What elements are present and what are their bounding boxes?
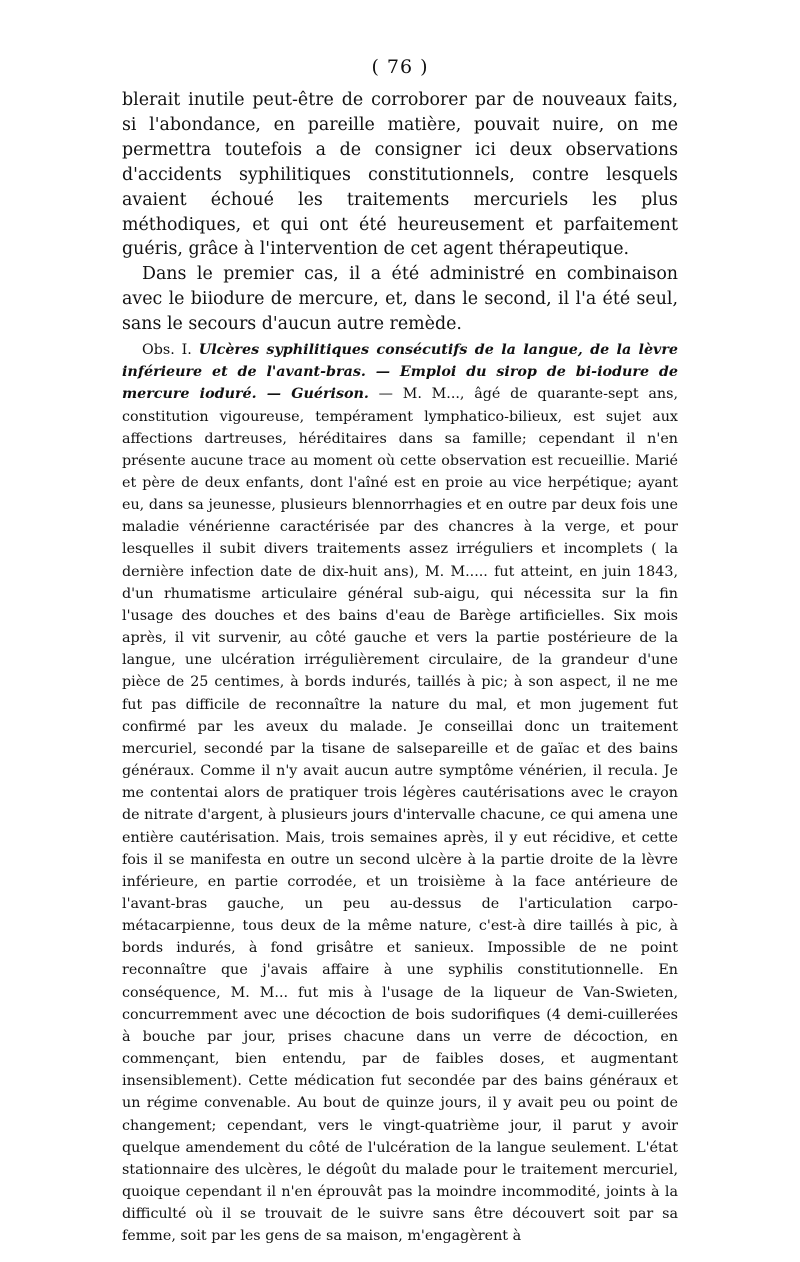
observation-title: Ulcères syphilitiques consécutifs de la langue, de la lèvre inférieure et de l'avant-bras. — Emploi du sirop de bi-iodure de mercure ioduré. — Guérison. <box>122 342 678 403</box>
intro-section <box>122 88 678 337</box>
observation-label: Obs. I. <box>142 342 192 359</box>
observation-paragraph <box>122 339 678 1247</box>
observation-section <box>122 339 678 1247</box>
body-text <box>122 88 678 1247</box>
observation-body: — M. M..., âgé de quarante-sept ans, constitution vigoureuse, tempérament lymphatico-bilieux, est sujet aux affections dartreuses, héréditaires dans sa famille; cependant il n'en présente aucune trace au moment où cette observation est recueillie. Marié et père de deux enfants, dont l'aîné est en proie au vice herpétique; ayant eu, dans sa jeunesse, plusieurs blennorrhagies et en outre par deux fois une maladie vénérienne caractérisée par des chancres à la verge, et pour lesquelles il subit divers traitements assez irréguliers et incomplets ( la dernière infection date de dix-huit ans), M. M..... fut atteint, en juin 1843, d'un rhumatisme articulaire général sub-aigu, qui nécessita sur la fin l'usage des douches et des bains d'eau de Barège artificielles. Six mois après, il vit survenir, au côté gauche et vers la partie postérieure de la langue, une ulcération irrégulièrement circulaire, de la grandeur d'une pièce de 25 centimes, à bords indurés, taillés à pic; à son aspect, il ne me fut pas difficile de reconnaître la nature du mal, et mon jugement fut confirmé par les aveux du malade. Je conseillai donc un traitement mercuriel, secondé par la tisane de salsepareille et de gaïac et des bains généraux. Comme il n'y avait aucun autre symptôme vénérien, il recula. Je me contentai alors de pratiquer trois légères cautérisations avec le crayon de nitrate d'argent, à plusieurs jours d'intervalle chacune, ce qui amena une entière cautérisation. Mais, trois semaines après, il y eut récidive, et cette fois il se manifesta en outre un second ulcère à la partie droite de la lèvre inférieure, en partie corrodée, et un troisième à la face antérieure de l'avant-bras gauche, un peu au-dessus de l'articulation carpo-métacarpienne, tous deux de la même nature, c'est-à dire taillés à pic, à bords indurés, à fond grisâtre et sanieux. Impossible de ne point reconnaître que j'avais affaire à une syphilis constitutionnelle. En conséquence, M. M... fut mis à l'usage de la liqueur de Van-Swieten, concurremment avec une décoction de bois sudorifiques (4 demi-cuillerées à bouche par jour, prises chacune dans un verre de décoction, en commençant, bien entendu, par de faibles doses, et augmentant insensiblement). Cette médication fut secondée par des bains généraux et un régime convenable. Au bout de quinze jours, il y avait peu ou point de changement; cependant, vers le vingt-quatrième jour, il parut y avoir quelque amendement du côté de l'ulcération de la langue seulement. L'état stationnaire des ulcères, le dégoût du malade pour le traitement mercuriel, quoique cependant il n'en éprouvât pas la moindre incommodité, joints à la difficulté où il se trouvait de le suivre sans être découvert soit par sa femme, soit par les gens de sa maison, m'engagèrent à <box>122 386 678 1245</box>
paragraph-continuation: blerait inutile peut-être de corroborer par de nouveaux faits, si l'abondance, en pareille matière, pouvait nuire, on me permettra toutefois a de consigner ici deux observations d'accidents syphilitiques constitutionnels, contre lesquels avaient échoué les traitements mercuriels les plus méthodiques, et qui ont été heureusement et parfaitement guéris, grâce à l'intervention de cet agent thérapeutique. <box>122 90 678 260</box>
paragraph-cases: Dans le premier cas, il a été administré en combinaison avec le biiodure de mercure, et, dans le second, il l'a été seul, sans le secours d'aucun autre remède. <box>122 264 678 335</box>
page-number: ( 76 ) <box>371 56 429 78</box>
